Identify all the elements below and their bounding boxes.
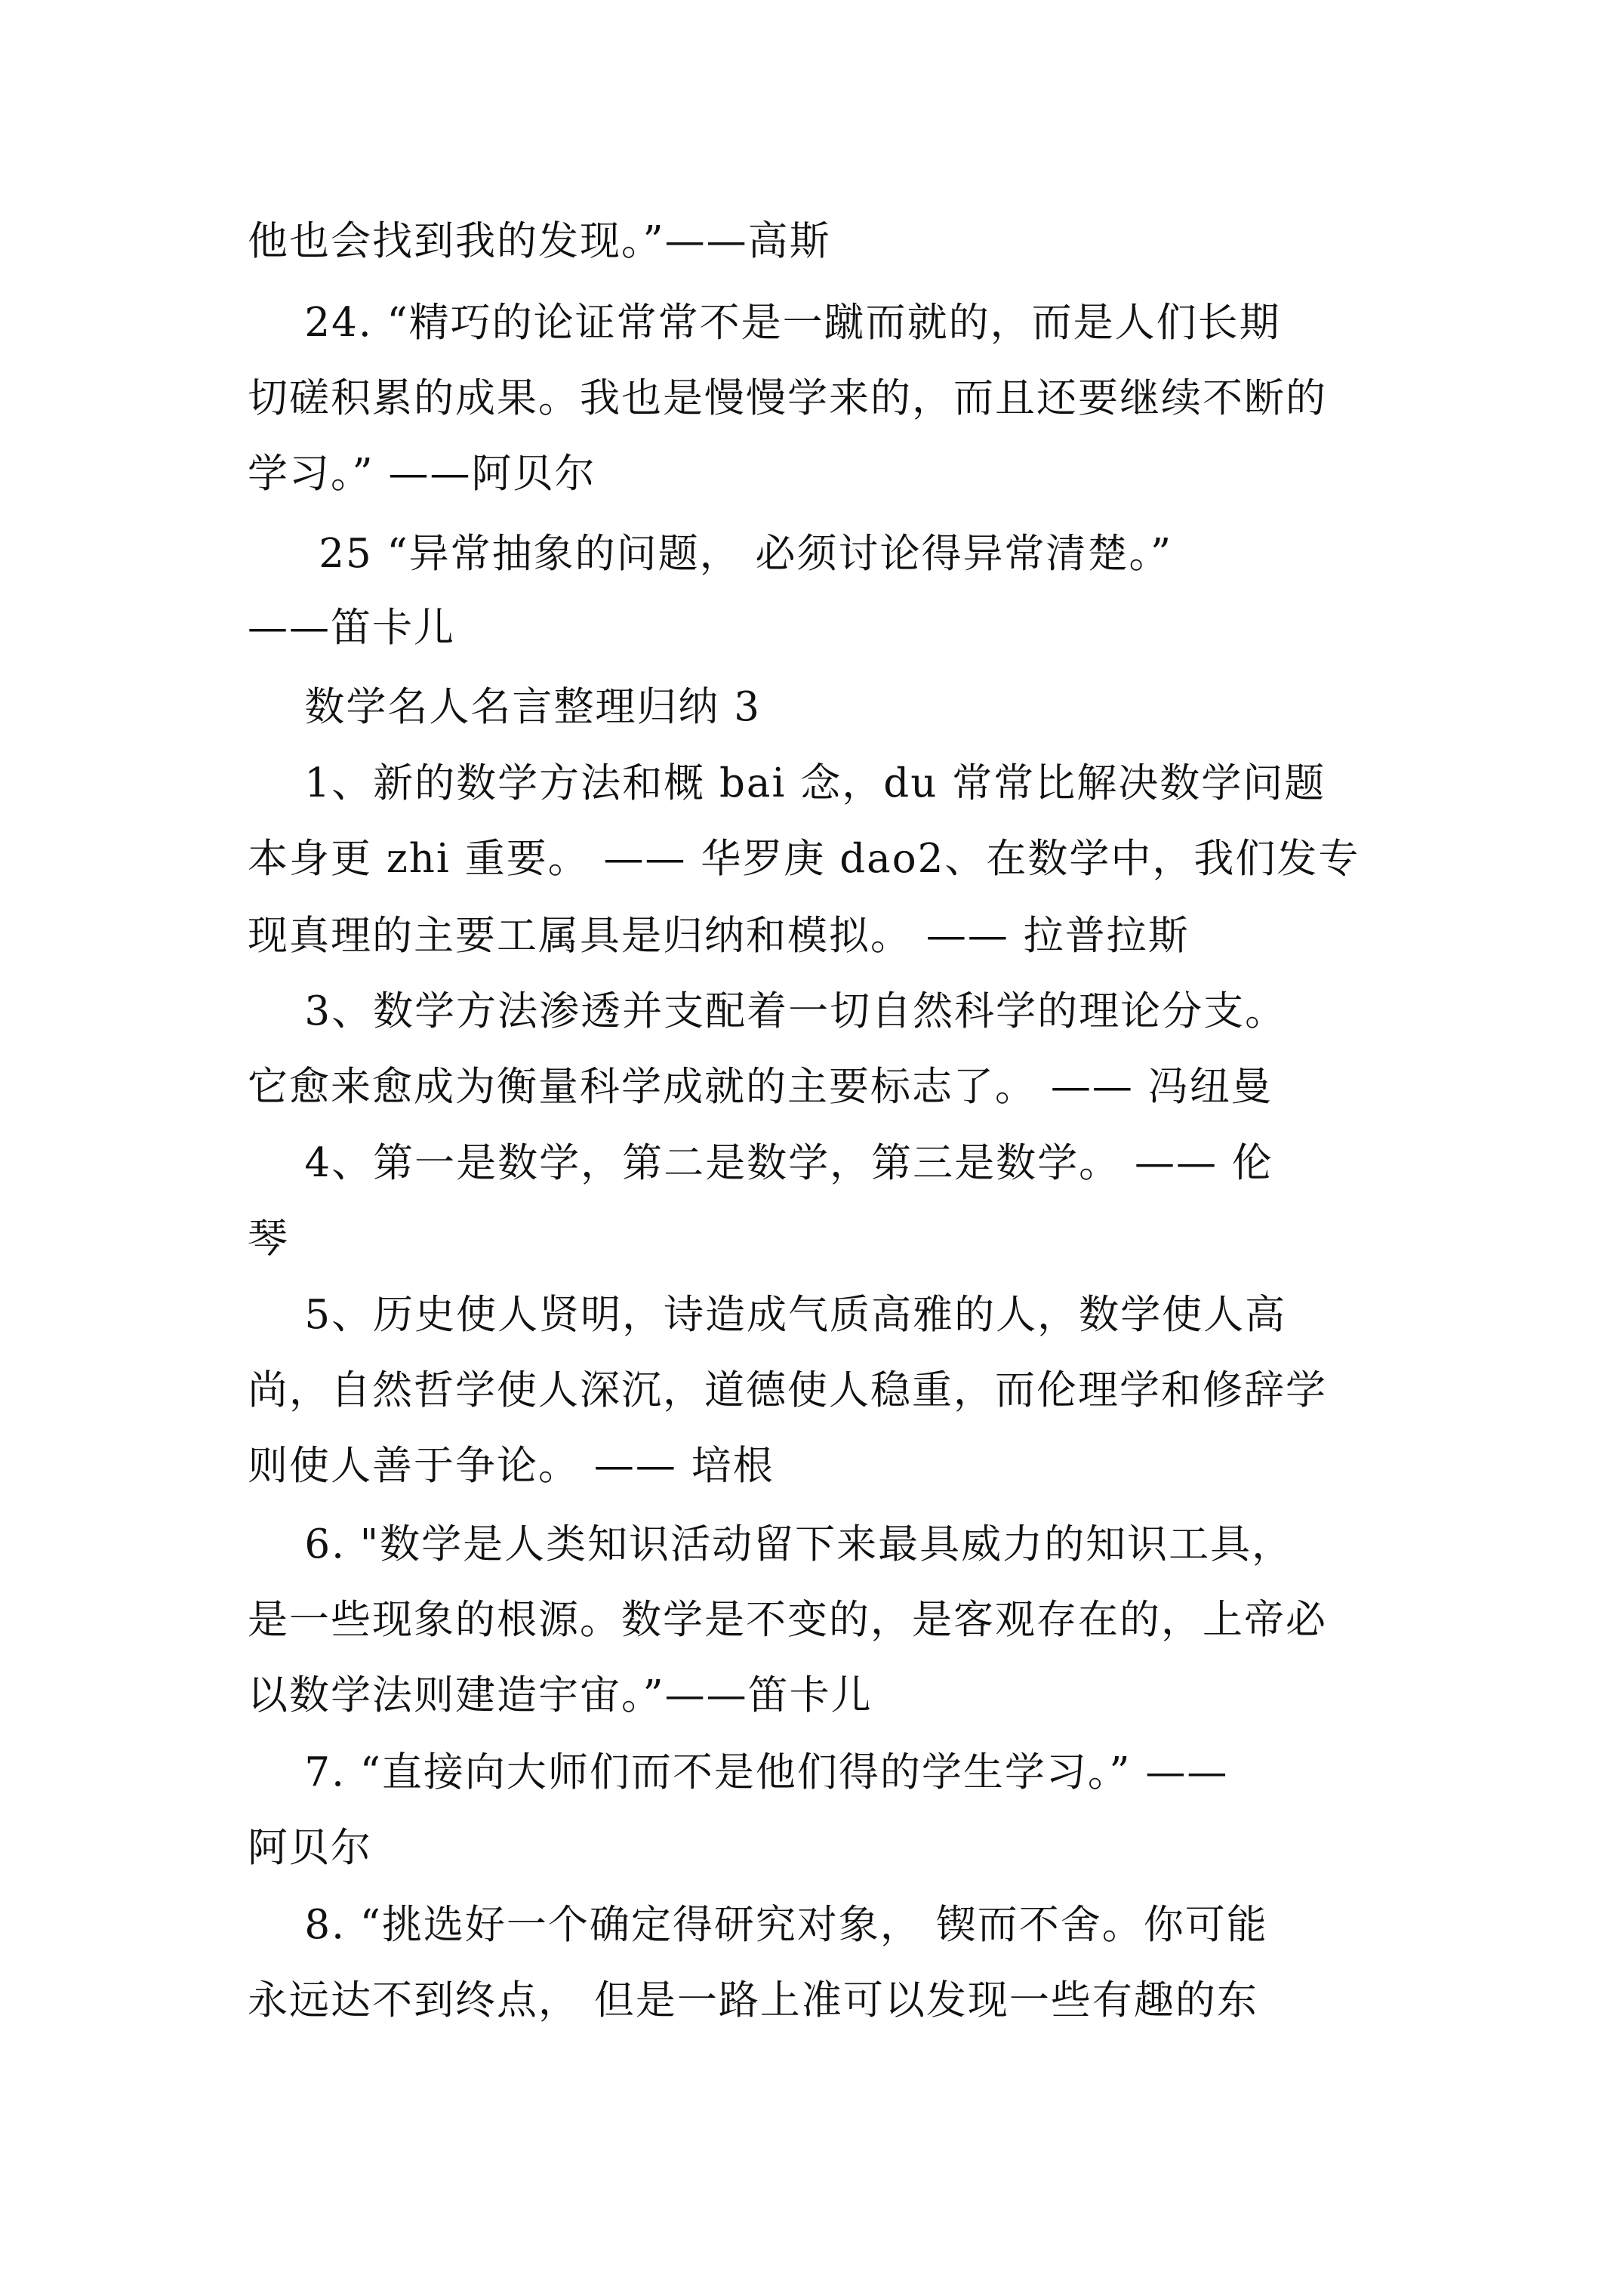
- text-line: 以数学法则建造宇宙。”——笛卡儿: [248, 1672, 873, 1718]
- text-line: 他也会找到我的发现。”——高斯: [248, 218, 831, 264]
- text-line: 4、第一是数学，第二是数学，第三是数学。 —— 伦: [248, 1140, 1273, 1186]
- text-line: 8. “挑选好一个确定得研究对象， 锲而不舍。你可能: [248, 1902, 1268, 1948]
- section-heading: 数学名人名言整理归纳 3: [248, 684, 761, 730]
- text-line: 5、历史使人贤明，诗造成气质高雅的人，数学使人高: [248, 1292, 1287, 1338]
- text-line: 1、新的数学方法和概 bai 念，du 常常比解决数学问题: [248, 760, 1326, 806]
- text-line: 6. "数学是人类知识活动留下来最具威力的知识工具，: [248, 1521, 1294, 1567]
- text-line: 则使人善于争论。 —— 培根: [248, 1443, 775, 1489]
- text-line: ——笛卡儿: [248, 605, 455, 651]
- text-line: 现真理的主要工属具是归纳和模拟。 —— 拉普拉斯: [248, 913, 1190, 959]
- text-line: 尚，自然哲学使人深沉，道德使人稳重，而伦理学和修辞学: [248, 1367, 1327, 1413]
- text-line: 7. “直接向大师们而不是他们得的学生学习。” ——: [248, 1749, 1229, 1795]
- text-line: 是一些现象的根源。数学是不变的，是客观存在的，上帝必: [248, 1597, 1327, 1643]
- text-line: 25 “异常抽象的问题， 必须讨论得异常清楚。”: [248, 531, 1173, 577]
- text-line: 学习。” ——阿贝尔: [248, 451, 596, 497]
- text-line: 切磋积累的成果。我也是慢慢学来的，而且还要继续不断的: [248, 375, 1327, 421]
- text-line: 永远达不到终点， 但是一路上准可以发现一些有趣的东: [248, 1977, 1258, 2023]
- text-line: 它愈来愈成为衡量科学成就的主要标志了。 —— 冯纽曼: [248, 1064, 1273, 1110]
- text-line: 3、数学方法渗透并支配着一切自然科学的理论分支。: [248, 988, 1287, 1034]
- text-line: 琴: [248, 1216, 289, 1262]
- text-line: 24. “精巧的论证常常不是一蹴而就的，而是人们长期: [248, 300, 1281, 346]
- text-line: 阿贝尔: [248, 1825, 372, 1871]
- text-line: 本身更 zhi 重要。 —— 华罗庚 dao2、在数学中，我们发专: [248, 836, 1360, 882]
